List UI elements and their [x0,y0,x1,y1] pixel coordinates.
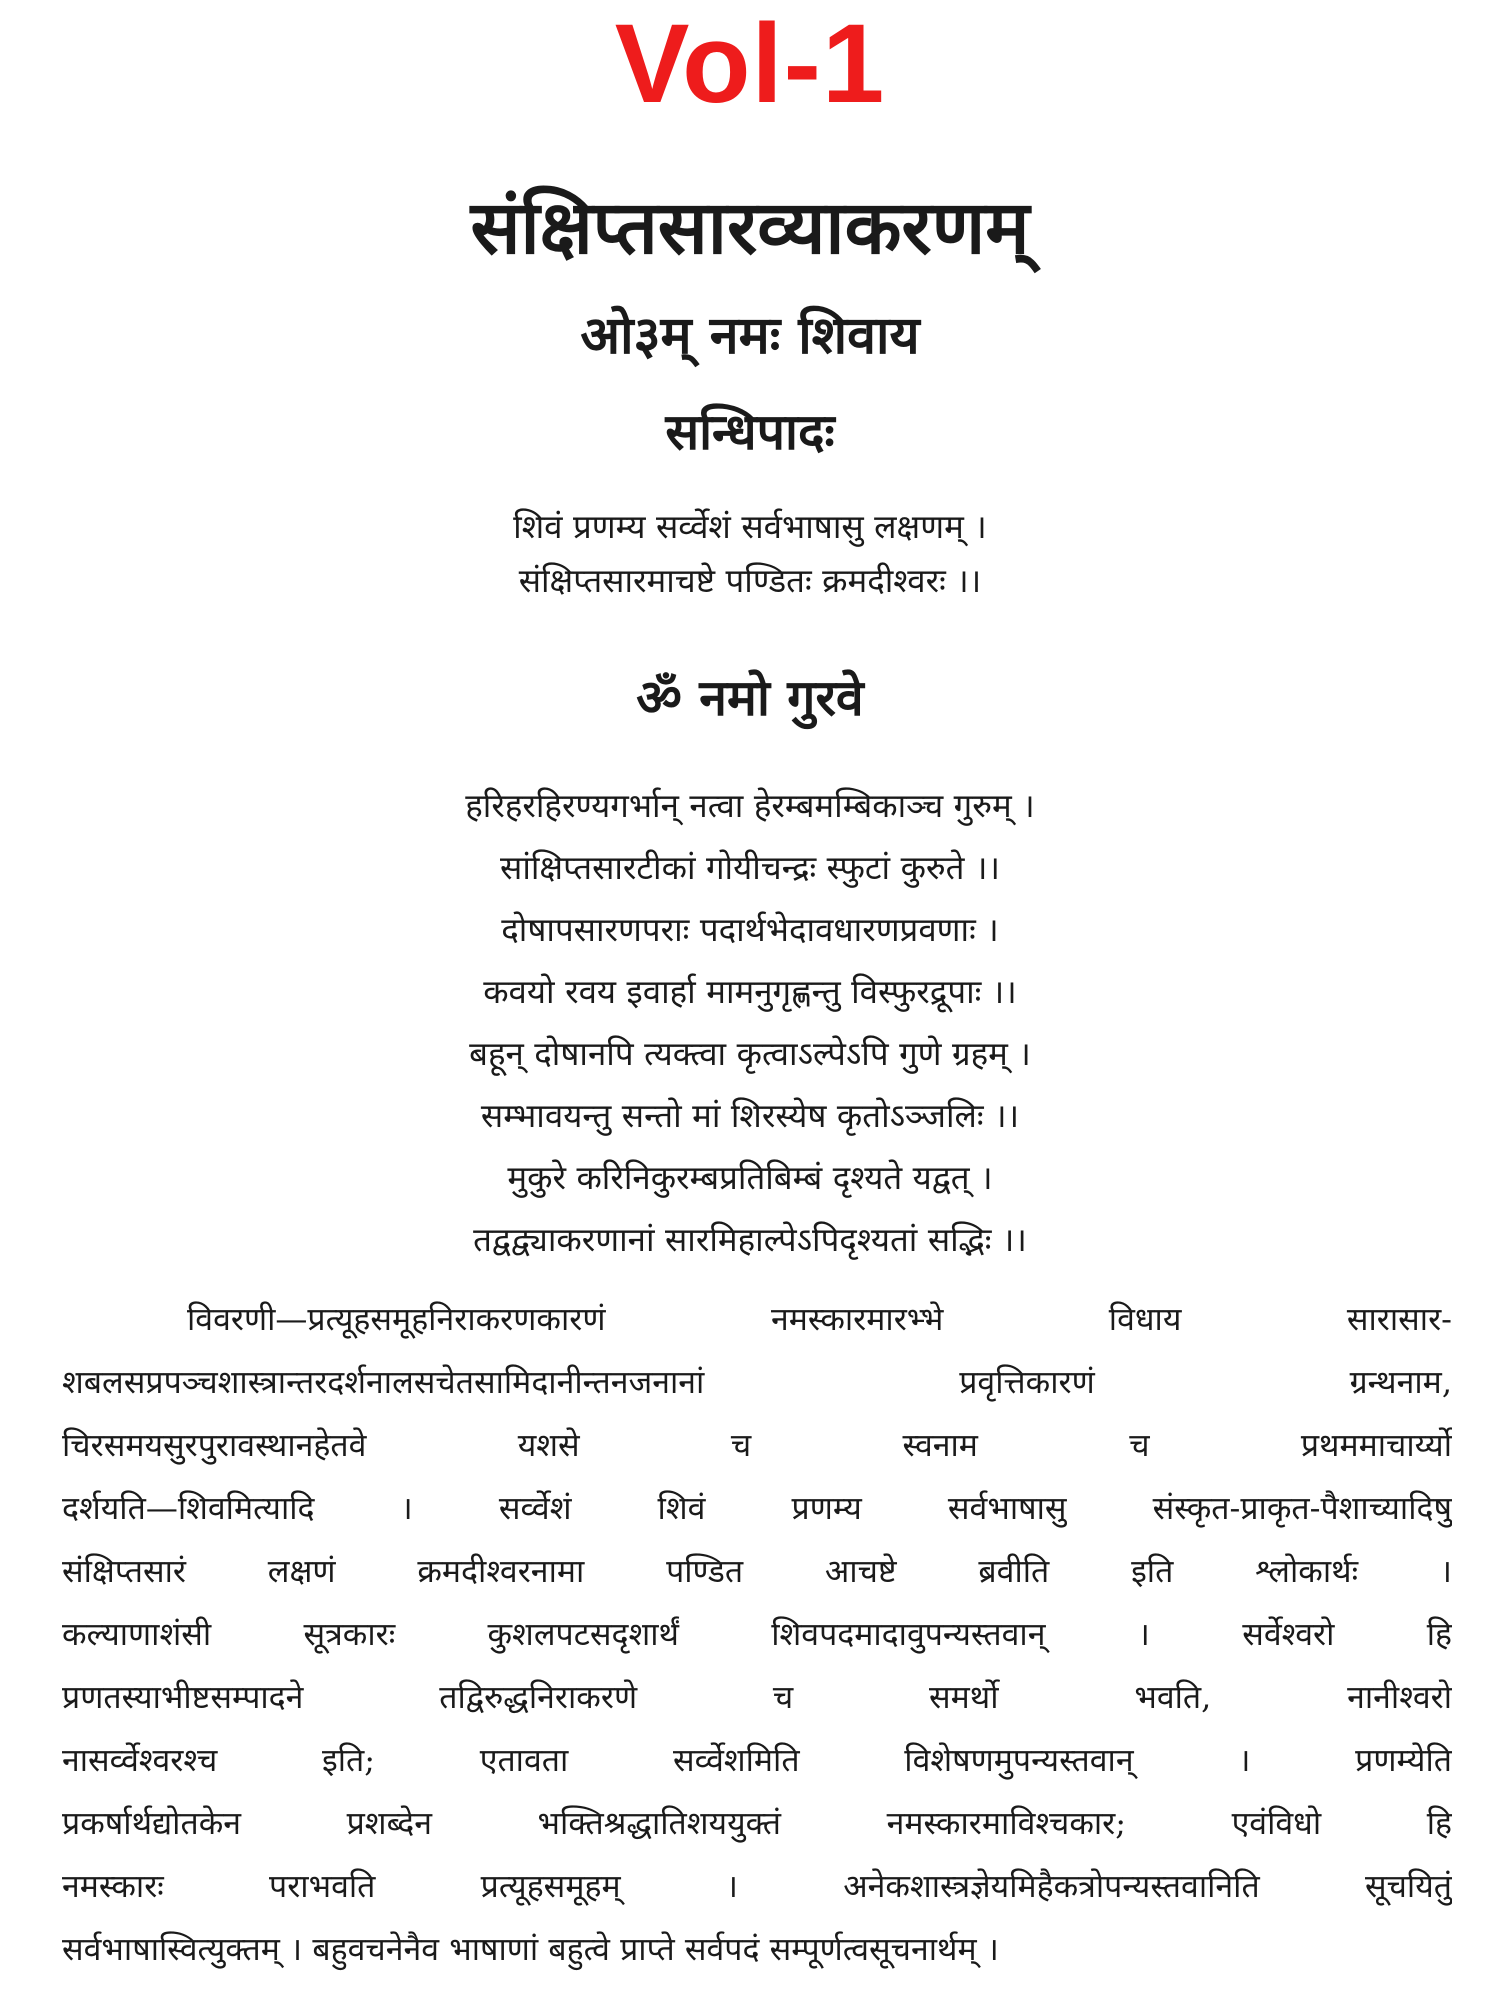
salutation-heading: ॐ नमो गुरवे [636,668,864,727]
commentary-line: चिरसमयसुरपुरावस्थानहेतवे यशसे च स्वनाम च प्रथममाचार्य्यो [62,1426,1452,1464]
invocation-heading: ओ३म् नमः शिवाय [580,305,920,366]
commentary-line: प्रणतस्याभीष्टसम्पादने तद्विरुद्धनिराकरणे च समर्थो भवति, नानीश्वरो [62,1678,1452,1716]
commentary-verses [0,775,1500,1271]
verse-line: सांक्षिप्तसारटीकां गोयीचन्द्रः स्फुटां कुरुते ।। [500,848,1000,887]
commentary-line: शबलसप्रपञ्चशास्त्रान्तरदर्शनालसचेतसामिदानीन्तनजनानां प्रवृत्तिकारणं ग्रन्थनाम, [62,1363,1452,1401]
verse-line: सम्भावयन्तु सन्तो मां शिरस्येष कृतोऽञ्जलिः ।। [480,1096,1020,1135]
verse-line: संक्षिप्तसारमाचष्टे पण्डितः क्रमदीश्वरः ।। [518,561,982,600]
verse-line: बहून् दोषानपि त्यक्त्वा कृत्वाऽल्पेऽपि गुणे ग्रहम् । [469,1034,1031,1073]
opening-verse [0,500,1500,608]
section-heading: सन्धिपादः [665,402,835,461]
commentary-line: नासर्व्वेश्वरश्च इति; एतावता सर्व्वेशमिति विशेषणमुपन्यस्तवान् । प्रणम्येति [62,1741,1452,1779]
verse-line: तद्वद्व्याकरणानां सारमिहाल्पेऽपिदृश्यतां सद्भिः ।। [473,1220,1027,1259]
verse-line: दोषापसारणपराः पदार्थभेदावधारणप्रवणाः । [501,910,999,949]
commentary-line: दर्शयति—शिवमित्यादि । सर्व्वेशं शिवं प्रणम्य सर्वभाषासु संस्कृत-प्राकृत-पैशाच्यादिषु [62,1489,1452,1527]
commentary-line: संक्षिप्तसारं लक्षणं क्रमदीश्वरनामा पण्डित आचष्टे ब्रवीति इति श्लोकार्थः । [62,1552,1452,1590]
commentary-line: सर्वभाषास्वित्युक्तम् । बहुवचनेनैव भाषाणां बहुत्वे प्राप्ते सर्वपदं सम्पूर्णत्वसूचनार्थम् । [62,1930,999,1968]
verse-line: शिवं प्रणम्य सर्व्वेशं सर्वभाषासु लक्षणम् । [513,507,987,546]
commentary-line: प्रकर्षार्थद्योतकेन प्रशब्देन भक्तिश्रद्धातिशययुक्तं नमस्कारमाविश्चकार; एवंविधो हि [62,1804,1452,1842]
commentary-line: कल्याणाशंसी सूत्रकारः कुशलपटसदृशार्थं शिवपदमादावुपन्यस्तवान् । सर्वेश्वरो हि [62,1615,1452,1653]
verse-line: कवयो रवय इवार्हा मामनुगृह्णन्तु विस्फुरद्रूपाः ।। [483,972,1017,1011]
commentary-line: नमस्कारः पराभवति प्रत्यूहसमूहम् । अनेकशास्त्रज्ञेयमिहैकत्रोपन्यस्तवानिति सूचयितुं [62,1867,1452,1905]
commentary-paragraph [62,1288,1452,1981]
verse-line: मुकुरे करिनिकुरम्बप्रतिबिम्बं दृश्यते यद्वत् । [507,1158,993,1197]
volume-label: Vol-1 [614,1,886,126]
main-title: संक्षिप्तसारव्याकरणम् [470,185,1030,271]
commentary-line: विवरणी—प्रत्यूहसमूहनिराकरणकारणं नमस्कारमारभ्भे विधाय सारासार- [187,1300,1452,1338]
verse-line: हरिहरहिरण्यगर्भान् नत्वा हेरम्बमम्बिकाञ्च गुरुम् । [465,786,1035,825]
